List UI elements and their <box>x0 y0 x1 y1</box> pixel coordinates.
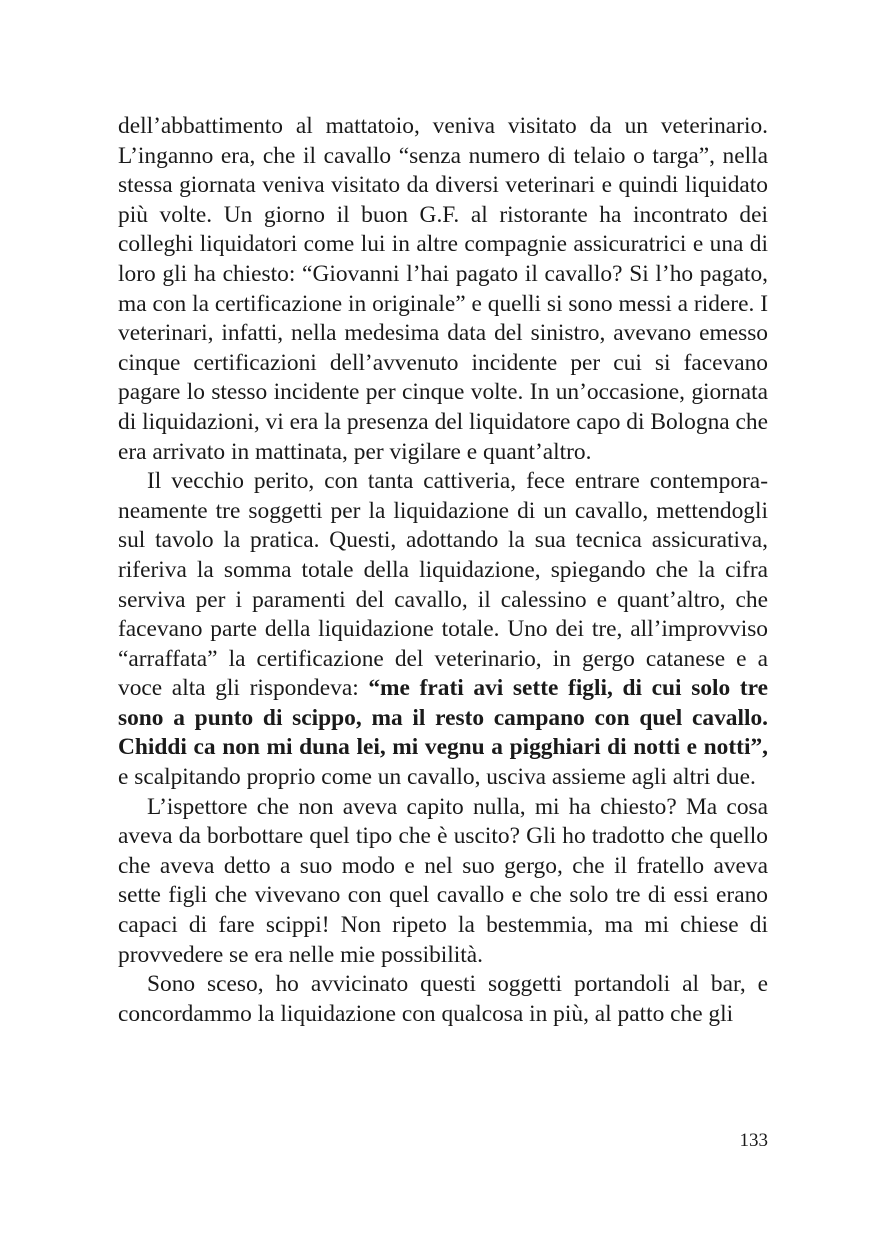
paragraph-3: L’ispettore che non aveva capito nulla, mi ha chiesto? Ma cosa aveva da borbottare quel tipo che è uscito? Gli ho tradotto che quello che aveva detto a suo modo e nel suo gergo, che il fratello aveva sette figli che vivevano con quel cavallo e che solo tre di essi erano capaci di fare scippi! Non ripeto la bestemmia, ma mi chiese di provvedere se era nelle mie possibilità. <box>118 793 768 968</box>
page-number: 133 <box>739 1130 768 1151</box>
paragraph-2-dialect-quote: “me frati avi sette figli, di cui solo tre sono a punto di scippo, ma il resto campano con quel cavallo. Chiddi ca non mi duna lei, mi vegnu a pigghiari di notti e notti”, <box>118 675 768 761</box>
paragraph-2-text-after: e scalpitando proprio come un cavallo, usciva assieme agli altri due. <box>118 764 756 791</box>
paragraph-4: Sono sceso, ho avvicinato questi soggetti portandoli al bar, e concordammo la liquidazione con qualcosa in più, al patto che gli <box>118 971 768 1027</box>
page-body <box>118 112 768 1029</box>
paragraph-1: dell’abbattimento al mattatoio, veniva visitato da un veterinario. L’inganno era, che il cavallo “senza numero di telaio o targa”, nella stessa giornata veniva visitato da diversi veterinari e quindi liquidato più volte. Un giorno il buon G.F. al ristorante ha incontrato dei colleghi liquidatori come lui in altre compagnie assicuratrici e una di loro gli ha chiesto: “Giovanni l’hai pagato il cavallo? Si l’ho pagato, ma con la certificazione in originale” e quelli si sono messi a ridere. I veterinari, infatti, nella medesima data del sinistro, avevano emesso cinque certificazioni dell’avvenuto incidente per cui si facevano pagare lo stesso incidente per cinque volte. In un’occasione, giornata di liquidazioni, vi era la presenza del liquidatore capo di Bologna che era arrivato in mattinata, per vigilare e quant’altro. <box>118 113 768 465</box>
paragraph-2-text-before: Il vecchio perito, con tanta cattiveria, fece entrare contemporaneamente tre soggetti per la liquidazione di un cavallo, mettendogli sul tavolo la pratica. Questi, adottando la sua tecnica assicurativa, riferiva la somma totale della liquidazione, spiegando che la cifra serviva per i paramenti del cavallo, il calessino e quant’altro, che facevano parte della liquidazione totale. Uno dei tre, all’improvviso “arraffata” la certificazione del veterinario, in gergo catanese e a voce alta gli rispondeva: <box>118 468 768 702</box>
paragraph-2 <box>118 467 768 793</box>
